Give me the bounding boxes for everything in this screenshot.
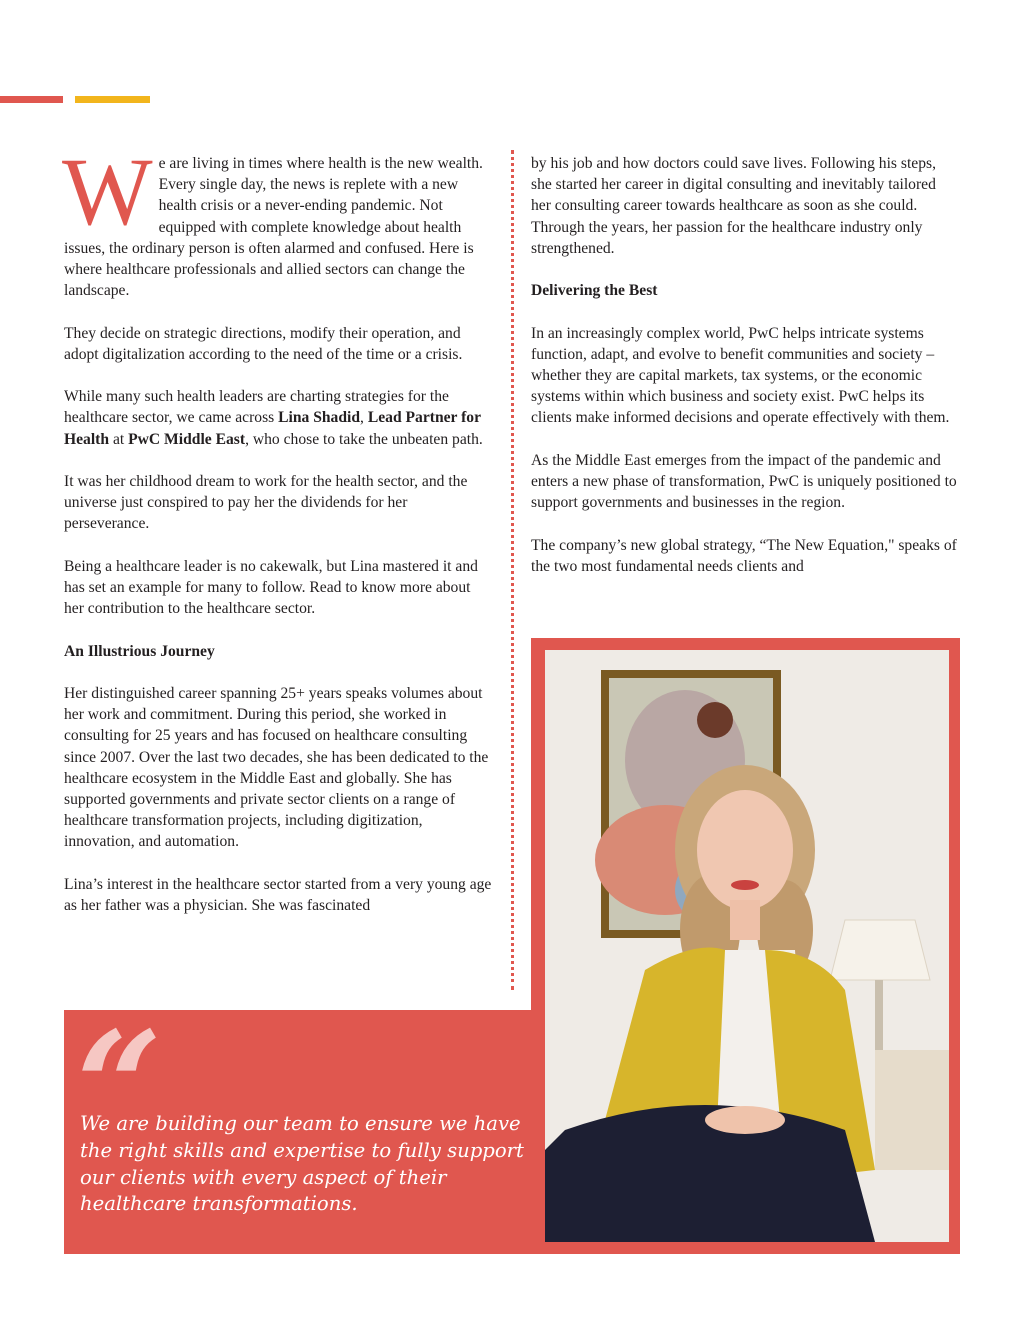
- pull-quote-box: [64, 999, 545, 1254]
- pull-quote-text: We are building our team to ensure we have the right skills and expertise to fully support our clients with every aspect of their healthcare transformations.: [80, 1112, 524, 1216]
- heading-delivering-best: Delivering the Best: [531, 282, 658, 300]
- paragraph-leaders: [64, 386, 494, 450]
- drop-cap: W: [62, 138, 153, 245]
- leaders-separator: ,: [360, 409, 368, 427]
- accent-bar-yellow: [75, 96, 150, 103]
- paragraph-pwc: In an increasingly complex world, PwC helps intricate systems function, adapt, and evolve to benefit communities and society – whether they are capital markets, tax systems, or the economic systems within which business and society exist. PwC helps its clients make informed decisions and operate effectively with them.: [531, 324, 950, 427]
- paragraph-father: by his job and how doctors could save lives. Following his steps, she started her career in digital consulting and inevitably tailored her consulting career towards healthcare as soon as she could. Through the years, her passion for the healthcare industry only strengthened.: [531, 155, 936, 257]
- paragraph-career: Her distinguished career spanning 25+ years speaks volumes about her work and commitment. During this period, she worked in consulting for 25 years and has focused on healthcare consulting since 2007. Over the last two decades, she has been dedicated to the healthcare ecosystem in the Middle East and globally. She has supported governments and private sector clients on a range of healthcare transformation projects, including digitization, innovation, and automation.: [64, 684, 489, 851]
- left-column: [62, 138, 494, 937]
- heading-illustrious-journey: An Illustrious Journey: [64, 642, 215, 660]
- company-name: PwC Middle East: [128, 430, 246, 448]
- paragraph-interest: Lina’s interest in the healthcare sector started from a very young age as her father was a physician. She was fascinated: [64, 875, 492, 914]
- right-column: [531, 153, 959, 598]
- intro-paragraph: [62, 138, 494, 301]
- accent-bar-red: [0, 96, 63, 103]
- paragraph-strategy: The company’s new global strategy, “The New Equation," speaks of the two most fundamental needs clients and: [531, 536, 957, 575]
- portrait-frame: [531, 638, 960, 1254]
- leaders-text-2: , who chose to take the unbeaten path.: [245, 430, 483, 448]
- paragraph-middle-east: As the Middle East emerges from the impact of the pandemic and enters a new phase of transformation, PwC is uniquely positioned to support governments and businesses in the region.: [531, 451, 957, 512]
- dotted-column-divider: [511, 150, 514, 990]
- portrait-illustration: [545, 650, 949, 1242]
- portrait-photo: [545, 650, 949, 1242]
- quote-mark-icon: “: [76, 999, 163, 1175]
- person-role: Lead Partner for Health: [64, 409, 481, 448]
- paragraph-strategic: They decide on strategic directions, modify their operation, and adopt digitalization according to the need of the time or a crisis.: [64, 324, 463, 363]
- leaders-at: at: [109, 430, 129, 448]
- intro-text: e are living in times where health is the new wealth. Every single day, the news is replete with a new health crisis or a never-ending pandemic. Not equipped with complete knowledge about health issues, the ordinary person is often alarmed and confused. Here is where healthcare professionals and allied sectors can change the landscape.: [64, 155, 483, 300]
- paragraph-leader: Being a healthcare leader is no cakewalk, but Lina mastered it and has set an example for many to follow. Read to know more about her contribution to the healthcare sector.: [64, 557, 478, 618]
- person-name: Lina Shadid: [278, 409, 361, 427]
- paragraph-dream: It was her childhood dream to work for the health sector, and the universe just conspired to pay her the dividends for her perseverance.: [64, 473, 468, 533]
- leaders-text-1: While many such health leaders are charting strategies for the healthcare sector, we came across: [64, 388, 449, 427]
